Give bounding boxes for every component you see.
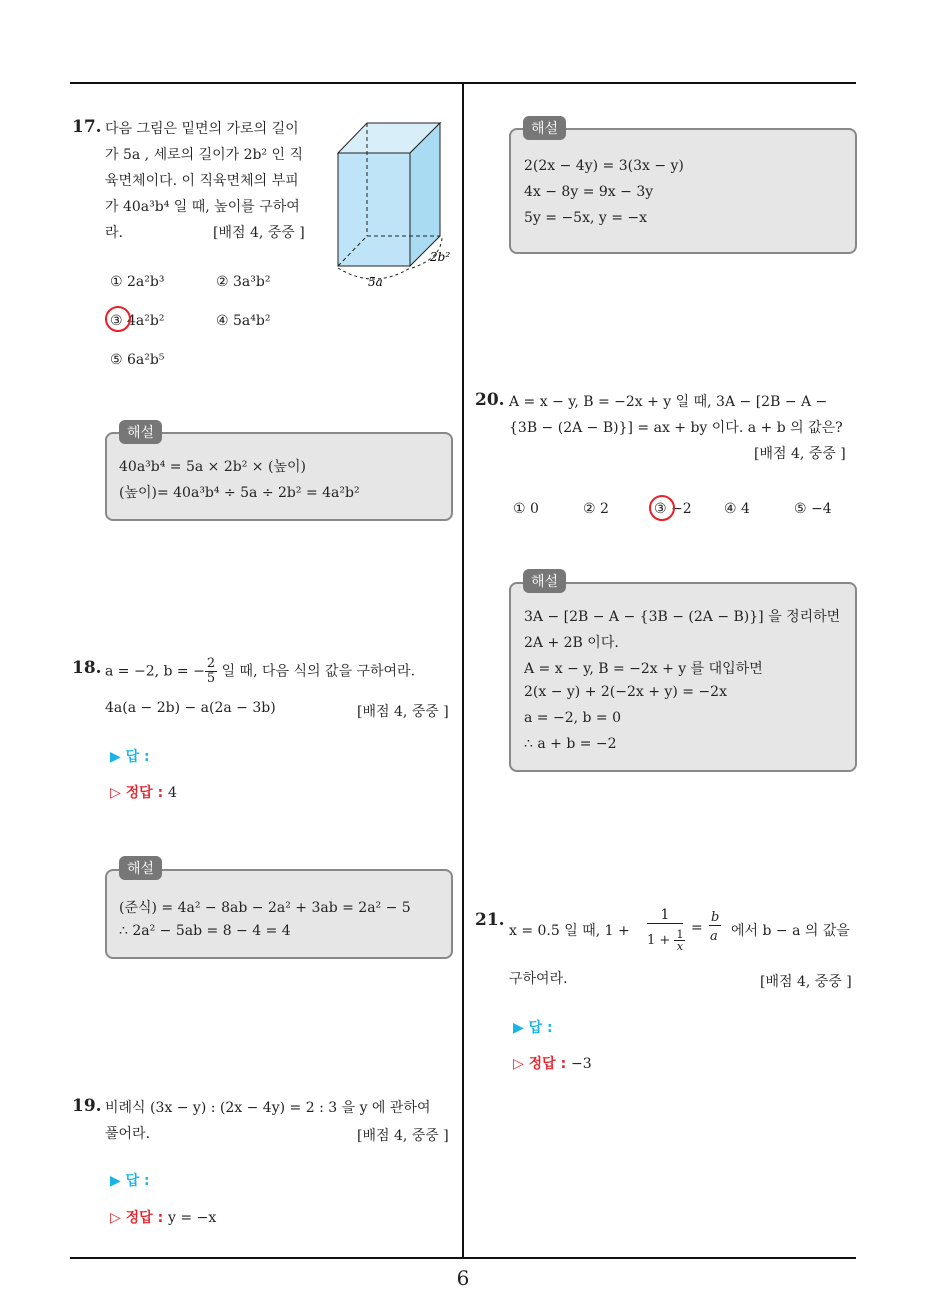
q17-prism-figure: [330, 118, 455, 293]
q19-line: 비례식 (3x − y) : (2x − 4y) = 2 : 3 을 y 에 관하여: [105, 1100, 431, 1116]
q19-correct: [110, 1207, 216, 1227]
solution-line: 40a³b⁴ = 5a × 2b² × (높이): [119, 459, 306, 475]
q17-line: 가 5a , 세로의 길이가 2b² 인 직: [105, 147, 304, 163]
q20-choice-3[interactable]: ③ −2: [654, 501, 692, 517]
q20-choice-2[interactable]: ② 2: [583, 501, 609, 517]
solution-line: 2A + 2B 이다.: [524, 635, 619, 651]
answer-label: ▶ 답 :: [110, 1173, 150, 1189]
q20-selected-mark: [649, 495, 675, 521]
q21-meta: [배점 4, 중중 ]: [760, 974, 852, 990]
q18-line1: [105, 657, 455, 686]
q20-line: A = x − y, B = −2x + y 일 때, 3A − [2B − A −: [509, 394, 828, 410]
prism-front-face: [338, 153, 410, 266]
q21-number: 21.: [475, 910, 505, 930]
q19-solution-box: [509, 128, 857, 254]
q17-number: 17.: [72, 117, 102, 137]
q18-given: a = −2, b = −: [105, 663, 205, 680]
page-number: 6: [456, 1266, 470, 1290]
q21-inner-prefix: 1 +: [647, 933, 671, 948]
q18-correct: [110, 782, 177, 802]
q18-fraction: [205, 657, 217, 686]
q21-outer-numerator: 1: [647, 907, 683, 924]
q19-number: 19.: [72, 1096, 102, 1116]
q17-line: 다음 그림은 밑면의 가로의 길이: [105, 121, 299, 137]
solution-line: 2(2x − 4y) = 3(3x − y): [524, 158, 684, 174]
solution-line: ∴ 2a² − 5ab = 8 − 4 = 4: [119, 923, 291, 939]
q18-answer-field[interactable]: [110, 746, 150, 766]
q19-meta: [배점 4, 중중 ]: [357, 1128, 449, 1144]
q21-line2: 구하여라.: [509, 971, 568, 987]
solution-line: 4x − 8y = 9x − 3y: [524, 184, 654, 200]
column-divider: [462, 83, 464, 1259]
q21-line1: [509, 905, 859, 965]
answer-label: ▶ 답 :: [513, 1020, 553, 1036]
q20-choice-4[interactable]: ④ 4: [724, 501, 750, 517]
q17-selected-mark: [105, 306, 131, 332]
q18-expression: 4a(a − 2b) − a(2a − 3b): [105, 700, 276, 716]
q17-choice-4[interactable]: ④ 5a⁴b²: [216, 313, 271, 329]
q19-solution-tag: 해설: [523, 116, 566, 140]
correct-value: y = −x: [168, 1210, 217, 1226]
solution-line: (높이)= 40a³b⁴ ÷ 5a ÷ 2b² = 4a²b²: [119, 485, 360, 501]
q17-choice-3[interactable]: ③ 4a²b²: [110, 313, 165, 329]
solution-line: a = −2, b = 0: [524, 710, 622, 726]
frac-denominator: 5: [206, 671, 216, 686]
q21-given: x = 0.5̇ 일 때, 1 +: [509, 923, 630, 939]
q20-choice-1[interactable]: ① 0: [513, 501, 539, 517]
q20-meta: [배점 4, 중중 ]: [754, 446, 846, 462]
correct-label: ▷ 정답 :: [110, 785, 164, 801]
q18-solution-box: [105, 869, 453, 959]
solution-line: 3A − [2B − A − {3B − (2A − B)}] 을 정리하면: [524, 609, 841, 625]
q18-solution-tag: 해설: [119, 856, 162, 880]
prism-width-label: 5a: [368, 275, 383, 289]
solution-line: 2(x − y) + 2(−2x + y) = −2x: [524, 684, 727, 700]
q21-correct: [513, 1053, 592, 1073]
q20-text: [509, 389, 859, 441]
frac-numerator: 1: [676, 928, 684, 941]
q21-rhs-denominator: a: [710, 929, 718, 944]
correct-value: −3: [571, 1056, 592, 1072]
q20-choice-5[interactable]: ⑤ −4: [794, 501, 832, 517]
q17-solution-box: [105, 432, 453, 521]
q17-choice-2[interactable]: ② 3a³b²: [216, 274, 271, 290]
solution-line: (준식) = 4a² − 8ab − 2a² + 3ab = 2a² − 5: [119, 900, 411, 916]
q21-prompt: 에서 b − a 의 값을: [731, 923, 850, 939]
q17-choice-5[interactable]: ⑤ 6a²b⁵: [110, 352, 165, 368]
correct-label: ▷ 정답 :: [110, 1210, 164, 1226]
q20-line: {3B − (2A − B)}] = ax + by 이다. a + b 의 값은?: [509, 420, 843, 436]
q17-choice-1[interactable]: ① 2a²b³: [110, 274, 165, 290]
q17-line: 라.: [105, 225, 123, 241]
q18-prompt: 일 때, 다음 식의 값을 구하여라.: [221, 663, 416, 680]
prism-depth-label: 2b²: [430, 250, 451, 264]
frac-numerator: 2: [206, 656, 216, 671]
q17-solution-tag: 해설: [119, 420, 162, 444]
answer-label: ▶ 답 :: [110, 749, 150, 765]
solution-line: 5y = −5x, y = −x: [524, 210, 648, 226]
q21-outer-denominator: [647, 929, 683, 952]
q18-number: 18.: [72, 658, 102, 678]
q20-solution-box: [509, 582, 857, 772]
q21-answer-field[interactable]: [513, 1017, 553, 1037]
correct-label: ▷ 정답 :: [513, 1056, 567, 1072]
q18-meta: [배점 4, 중중 ]: [357, 704, 449, 720]
q17-meta: [배점 4, 중중 ]: [213, 225, 305, 241]
correct-value: 4: [168, 785, 177, 801]
q20-solution-tag: 해설: [523, 569, 566, 593]
q17-line: 가 40a³b⁴ 일 때, 높이를 구하여: [105, 199, 300, 215]
frac-denominator: x: [676, 940, 684, 953]
q21-equals: =: [691, 920, 703, 936]
q20-number: 20.: [475, 390, 505, 410]
q17-line: 육면체이다. 이 직육면체의 부피: [105, 173, 299, 189]
q19-line: 풀어라.: [105, 1126, 151, 1142]
solution-line: ∴ a + b = −2: [524, 736, 617, 752]
solution-line: A = x − y, B = −2x + y 를 대입하면: [524, 661, 763, 677]
q21-rhs-numerator: b: [711, 910, 720, 925]
q19-answer-field[interactable]: [110, 1170, 150, 1190]
